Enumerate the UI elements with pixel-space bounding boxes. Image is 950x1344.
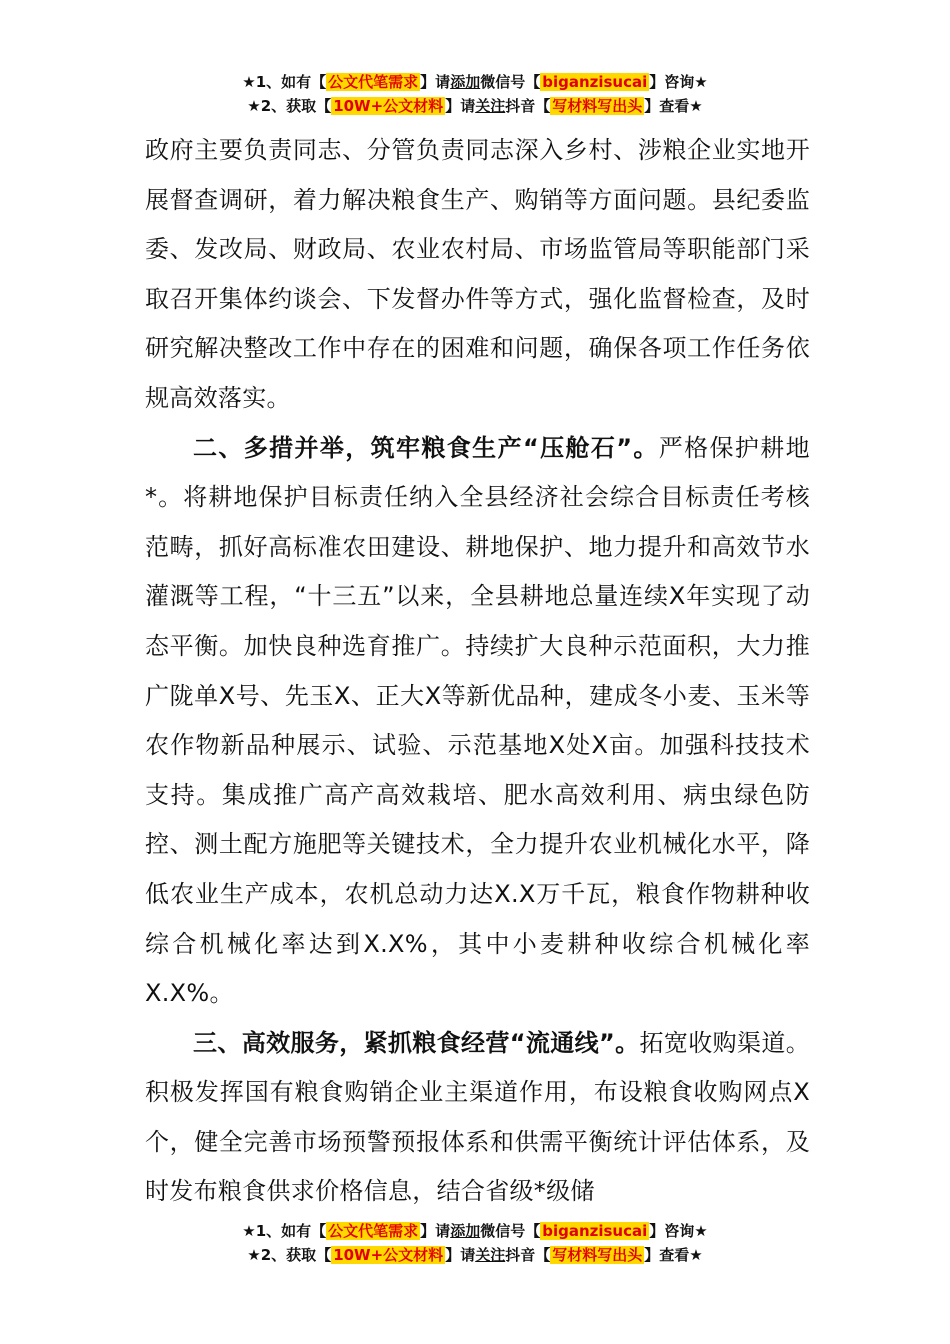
banner-text: 】查看★ [644, 1246, 703, 1264]
banner-text: 】咨询★ [649, 1222, 708, 1240]
footer-banner [0, 1219, 950, 1267]
banner-line-1 [0, 70, 950, 94]
document-body [145, 126, 810, 1217]
banner-text: 】查看★ [644, 97, 703, 115]
banner-highlight: biganzisucai [542, 1222, 648, 1240]
banner-underlined: 添加 [450, 1222, 481, 1240]
banner-text: ★2、获取【 [247, 97, 332, 115]
banner-text: 】咨询★ [649, 73, 708, 91]
banner-text: 抖音【 [505, 97, 551, 115]
section-heading-2: 二、多措并举，筑牢粮食生产“压舱石”。 [193, 433, 659, 462]
banner-text: ★2、获取【 [247, 1246, 332, 1264]
header-banner [0, 70, 950, 118]
banner-highlight: biganzisucai [542, 73, 648, 91]
banner-highlight: 写材料写出头 [552, 97, 643, 115]
banner-line-2 [0, 1243, 950, 1267]
banner-line-1 [0, 1219, 950, 1243]
banner-highlight: 公文代笔需求 [328, 1222, 419, 1240]
banner-highlight: 10W+公文材料 [333, 97, 444, 115]
paragraph-1: 政府主要负责同志、分管负责同志深入乡村、涉粮企业实地开展督查调研，着力解决粮食生产、购销等方面问题。县纪委监委、发改局、财政局、农业农村局、市场监管局等职能部门采取召开集体约谈会、下发督办件等方式，强化监督检查，及时研究解决整改工作中存在的困难和问题，确保各项工作任务依规高效落实。 [145, 136, 810, 412]
banner-text: 】请 [445, 1246, 476, 1264]
paragraph-3-text: 拓宽收购渠道。积极发挥国有粮食购销企业主渠道作用，布设粮食收购网点X个，健全完善市场预警预报体系和供需平衡统计评估体系，及时发布粮食供求价格信息，结合省级*级储 [145, 1028, 810, 1206]
banner-text: 微信号【 [480, 73, 541, 91]
banner-text: ★1、如有【 [242, 1222, 327, 1240]
paragraph-3 [145, 1019, 810, 1217]
banner-highlight: 公文代笔需求 [328, 73, 419, 91]
banner-underlined: 关注 [475, 1246, 506, 1264]
paragraph-2 [145, 424, 810, 1019]
banner-text: 】请 [420, 1222, 451, 1240]
banner-underlined: 添加 [450, 73, 481, 91]
banner-line-2 [0, 94, 950, 118]
banner-highlight: 10W+公文材料 [333, 1246, 444, 1264]
banner-highlight: 写材料写出头 [552, 1246, 643, 1264]
section-heading-3: 三、高效服务，紧抓粮食经营“流通线”。 [193, 1028, 640, 1057]
banner-text: ★1、如有【 [242, 73, 327, 91]
paragraph-2-text: 严格保护耕地*。将耕地保护目标责任纳入全县经济社会综合目标责任考核范畴，抓好高标准农田建设、耕地保护、地力提升和高效节水灌溉等工程，“十三五”以来，全县耕地总量连续X年实现了动态平衡。加快良种选育推广。持续扩大良种示范面积，大力推广陇单X号、先玉X、正大X等新优品种，建成冬小麦、玉米等农作物新品种展示、试验、示范基地X处X亩。加强科技技术支持。集成推广高产高效栽培、肥水高效利用、病虫绿色防控、测土配方施肥等关键技术，全力提升农业机械化水平，降低农业生产成本，农机总动力达X.X万千瓦，粮食作物耕种收综合机械化率达到X.X%，其中小麦耕种收综合机械化率X.X%。 [145, 433, 810, 1008]
banner-text: 】请 [445, 97, 476, 115]
banner-text: 微信号【 [480, 1222, 541, 1240]
banner-underlined: 关注 [475, 97, 506, 115]
banner-text: 】请 [420, 73, 451, 91]
banner-text: 抖音【 [505, 1246, 551, 1264]
